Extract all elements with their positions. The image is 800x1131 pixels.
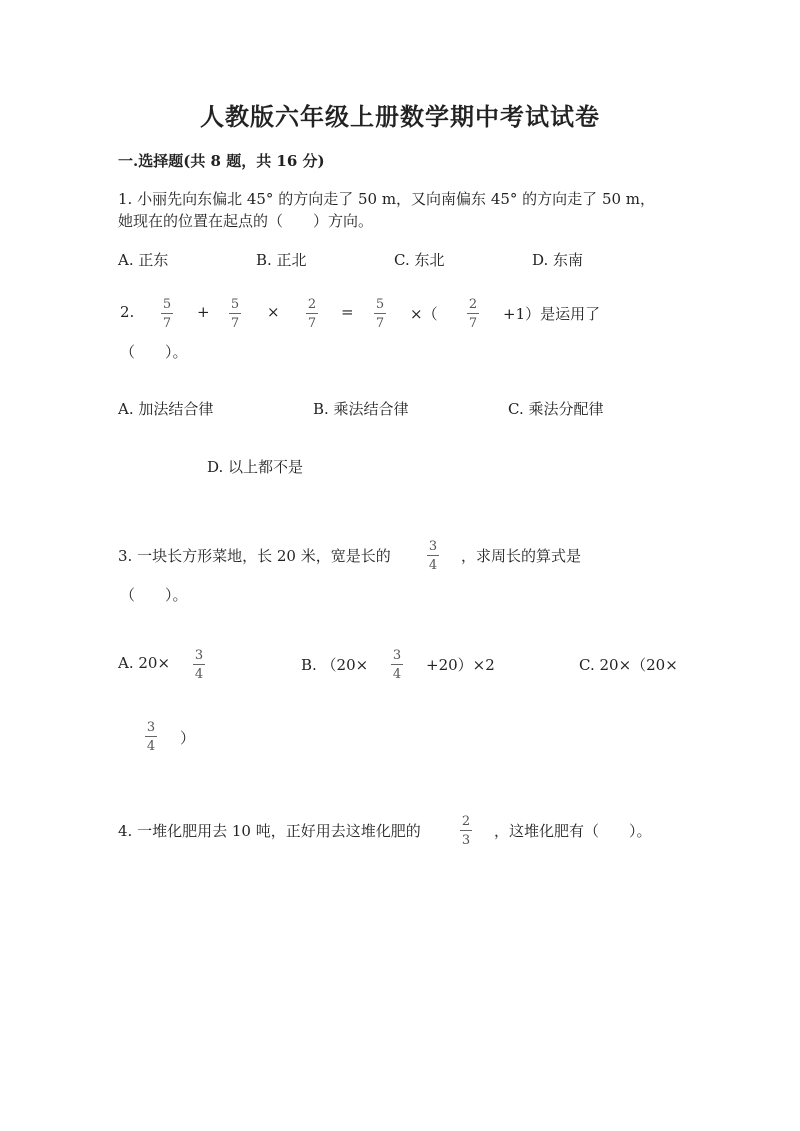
q4-fraction (455, 814, 477, 848)
q3-option-c-close: ） (180, 729, 196, 747)
q1-option-c: C. 东北 (394, 251, 445, 269)
q2-fraction-3 (301, 297, 323, 331)
fraction-bar (145, 736, 157, 737)
q2-fraction-1 (156, 297, 178, 331)
q2-option-d: D. 以上都不是 (207, 458, 304, 476)
q2-plus: + (197, 303, 210, 321)
fraction-denominator: 4 (146, 739, 156, 754)
q1-line1: 1. 小丽先向东偏北 45° 的方向走了 50 m，又向南偏东 45° 的方向走了 50 m， (118, 190, 656, 208)
q2-tail: +1）是运用了 (503, 305, 601, 323)
q1-option-d: D. 东南 (532, 251, 584, 269)
fraction-denominator: 4 (392, 667, 402, 682)
exam-title: 人教版六年级上册数学期中考试试卷 (200, 102, 600, 131)
fraction-bar (467, 313, 479, 314)
fraction-numerator: 2 (468, 297, 478, 312)
fraction-bar (374, 313, 386, 314)
q2-fraction-5 (462, 297, 484, 331)
q2-option-c: C. 乘法分配律 (508, 400, 604, 418)
fraction-bar (460, 830, 472, 831)
q2-option-b: B. 乘法结合律 (313, 400, 409, 418)
fraction-bar (427, 555, 439, 556)
q1-option-b: B. 正北 (256, 251, 307, 269)
q4-text-suffix: ，这堆化肥有（ ）。 (494, 822, 652, 840)
fraction-numerator: 3 (146, 720, 156, 735)
fraction-numerator: 3 (194, 648, 204, 663)
fraction-numerator: 3 (392, 648, 402, 663)
fraction-bar (391, 664, 403, 665)
q3-option-b-suffix: +20）×2 (426, 656, 495, 674)
q1-option-a: A. 正东 (118, 251, 169, 269)
fraction-denominator: 7 (375, 316, 385, 331)
q4-text-prefix: 4. 一堆化肥用去 10 吨，正好用去这堆化肥的 (118, 822, 421, 840)
fraction-numerator: 5 (375, 297, 385, 312)
fraction-bar (306, 313, 318, 314)
fraction-denominator: 7 (468, 316, 478, 331)
fraction-denominator: 3 (461, 833, 471, 848)
q3-option-a: A. 20× (118, 654, 171, 672)
q2-times-paren: ×（ (410, 305, 438, 323)
q2-blank: （ ）。 (120, 343, 188, 361)
section-heading: 一.选择题(共 8 题，共 16 分) (118, 152, 325, 170)
fraction-numerator: 3 (428, 539, 438, 554)
fraction-denominator: 7 (230, 316, 240, 331)
q3-option-c-fraction (140, 720, 162, 754)
fraction-numerator: 2 (461, 814, 471, 829)
fraction-denominator: 4 (194, 667, 204, 682)
fraction-denominator: 7 (162, 316, 172, 331)
fraction-bar (193, 664, 205, 665)
q3-text-prefix: 3. 一块长方形菜地，长 20 米，宽是长的 (118, 547, 391, 565)
q2-fraction-4 (369, 297, 391, 331)
fraction-denominator: 7 (307, 316, 317, 331)
q3-option-a-fraction (188, 648, 210, 682)
q3-option-b-prefix: B. （20× (301, 656, 369, 674)
fraction-bar (161, 313, 173, 314)
q2-fraction-2 (224, 297, 246, 331)
q3-fraction (422, 539, 444, 573)
q2-number: 2. (120, 303, 135, 321)
fraction-bar (229, 313, 241, 314)
fraction-numerator: 5 (230, 297, 240, 312)
fraction-numerator: 5 (162, 297, 172, 312)
q3-text-suffix: ，求周长的算式是 (461, 547, 582, 565)
q2-option-a: A. 加法结合律 (118, 400, 214, 418)
q3-option-c: C. 20×（20× (579, 656, 678, 674)
q1-line2: 她现在的位置在起点的（ ）方向。 (118, 212, 374, 230)
q3-option-b-fraction (386, 648, 408, 682)
fraction-denominator: 4 (428, 558, 438, 573)
q2-times: × (267, 303, 280, 321)
q2-equals: = (341, 303, 354, 321)
fraction-numerator: 2 (307, 297, 317, 312)
q3-blank: （ ）。 (120, 586, 188, 604)
